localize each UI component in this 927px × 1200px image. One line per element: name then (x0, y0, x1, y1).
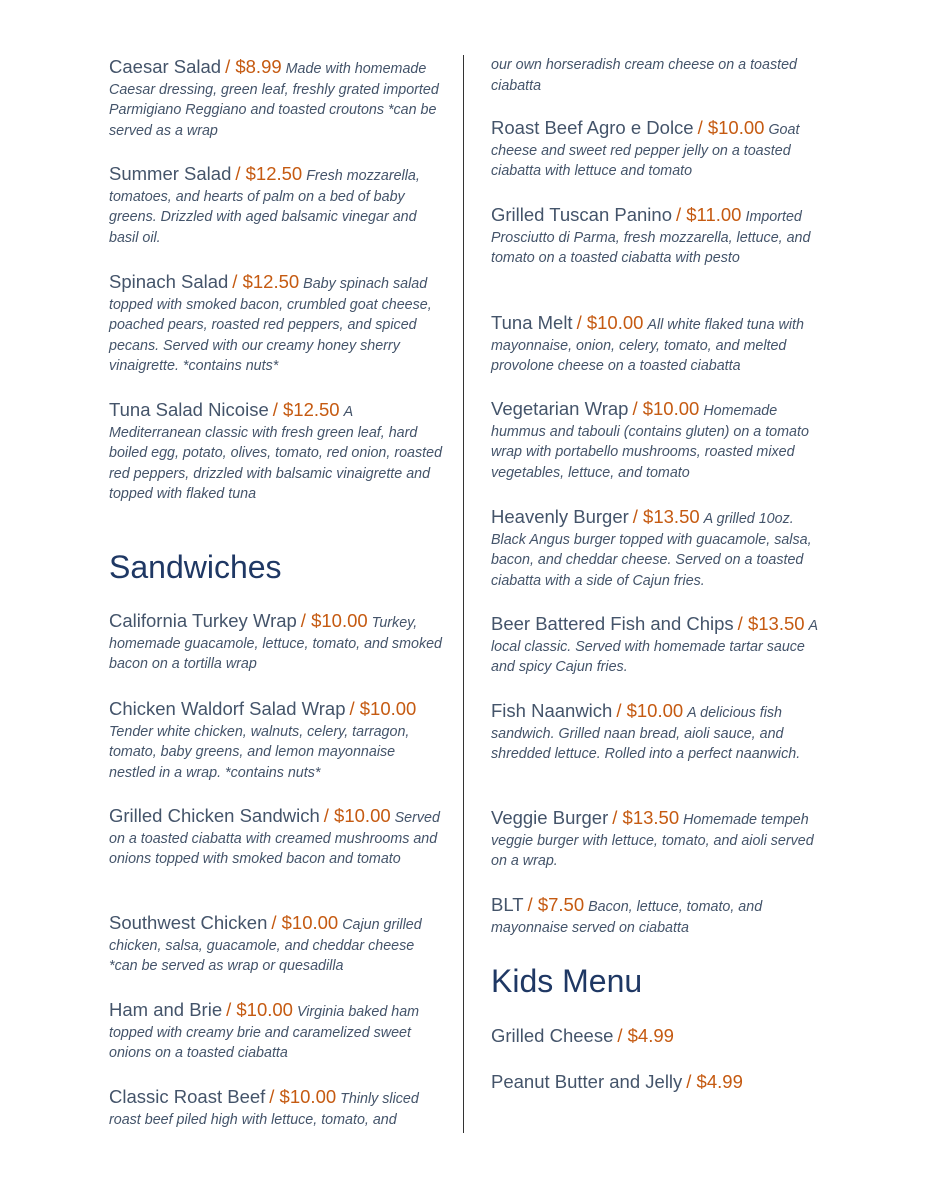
item-price: / $10.00 (269, 1086, 337, 1107)
section-heading-sandwiches: Sandwiches (109, 549, 282, 585)
item-name: Caesar Salad (109, 56, 222, 77)
item-description: A local classic. Served with homemade tartar sauce and spicy Cajun fries. (491, 618, 818, 675)
item-description: Turkey, homemade guacamole, lettuce, tomato, and smoked bacon on a tortilla wrap (109, 615, 442, 672)
menu-item-summer-salad (109, 164, 444, 248)
item-name: Vegetarian Wrap (491, 398, 629, 419)
item-name: Roast Beef Agro e Dolce (491, 117, 694, 138)
menu-item-tuna-melt (491, 313, 826, 377)
item-price: / $10.00 (632, 398, 700, 419)
item-description: Bacon, lettuce, tomato, and mayonnaise served on ciabatta (491, 899, 763, 936)
item-description: A Mediterranean classic with fresh green leaf, hard boiled egg, potato, olives, tomato, red onion, roasted red peppers, drizzled with balsamic vinaigrette and topped with flaked tuna (109, 404, 443, 502)
item-description: Homemade hummus and tabouli (contains gluten) on a tomato wrap with portabello mushrooms, roasted mixed vegetables, lettuce, and tomato (491, 403, 809, 481)
column-divider (463, 55, 464, 1133)
item-name: Grilled Cheese (491, 1025, 614, 1046)
menu-item-california-turkey-wrap (109, 611, 444, 675)
menu-item-beer-battered-fish-and-chips (491, 614, 826, 678)
item-description: Tender white chicken, walnuts, celery, tarragon, tomato, baby greens, and lemon mayonnaise nestled in a wrap. *contains nuts* (109, 723, 410, 781)
item-name: Spinach Salad (109, 271, 229, 292)
item-name: Southwest Chicken (109, 912, 268, 933)
item-price: / $10.00 (323, 805, 391, 826)
item-price: / $10.00 (576, 312, 644, 333)
item-price: / $12.50 (232, 271, 300, 292)
menu-item-continued-description (491, 55, 826, 96)
menu-item-tuna-salad-nicoise (109, 400, 444, 505)
item-name: Grilled Chicken Sandwich (109, 805, 320, 826)
item-name: Tuna Melt (491, 312, 573, 333)
item-price: / $13.50 (737, 613, 805, 634)
menu-item-fish-naanwich (491, 701, 826, 765)
menu-item-blt (491, 895, 826, 938)
item-name: Grilled Tuscan Panino (491, 204, 672, 225)
item-name: California Turkey Wrap (109, 610, 297, 631)
item-name: Summer Salad (109, 163, 232, 184)
item-description: Made with homemade Caesar dressing, green leaf, freshly grated imported Parmigiano Reggiano and toasted croutons *can be served as a wrap (109, 61, 439, 139)
menu-item-chicken-waldorf-salad-wrap (109, 699, 444, 783)
item-name: Veggie Burger (491, 807, 609, 828)
menu-item-classic-roast-beef (109, 1087, 444, 1130)
menu-item-ham-and-brie (109, 1000, 444, 1064)
item-price: / $10.00 (349, 698, 417, 719)
item-price: / $8.99 (225, 56, 282, 77)
menu-item-heavenly-burger (491, 507, 826, 591)
item-name: Beer Battered Fish and Chips (491, 613, 734, 634)
menu-item-vegetarian-wrap (491, 399, 826, 483)
item-description: Virginia baked ham topped with creamy brie and caramelized sweet onions on a toasted ciabatta (109, 1004, 420, 1061)
item-price: / $10.00 (226, 999, 293, 1020)
item-description: Thinly sliced roast beef piled high with lettuce, tomato, and (109, 1091, 419, 1128)
menu-item-peanut-butter-and-jelly (491, 1072, 826, 1095)
item-description: A delicious fish sandwich. Grilled naan bread, aioli sauce, and shredded lettuce. Rolled into a perfect naanwich. (491, 705, 801, 762)
item-description: Imported Prosciutto di Parma, fresh mozzarella, lettuce, and tomato on a toasted ciabatta with pesto (491, 209, 811, 266)
item-price: / $10.00 (271, 912, 339, 933)
item-price: / $4.99 (686, 1071, 743, 1092)
item-name: Heavenly Burger (491, 506, 629, 527)
menu-item-grilled-tuscan-panino (491, 205, 826, 269)
item-price: / $12.50 (272, 399, 340, 420)
menu-item-caesar-salad (109, 57, 444, 141)
item-description: A grilled 10oz. Black Angus burger topped with guacamole, salsa, bacon, and cheddar cheese. Served on a toasted ciabatta with a side of Cajun fries. (491, 511, 812, 589)
section-heading-kids-menu: Kids Menu (491, 963, 643, 999)
menu-item-veggie-burger (491, 808, 826, 872)
item-price: / $7.50 (527, 894, 585, 915)
item-price: / $13.50 (612, 807, 680, 828)
item-price: / $10.00 (616, 700, 684, 721)
menu-item-grilled-cheese (491, 1026, 826, 1049)
item-description: our own horseradish cream cheese on a toasted ciabatta (491, 57, 797, 94)
item-price: / $12.50 (235, 163, 303, 184)
item-description: Fresh mozzarella, tomatoes, and hearts of palm on a bed of baby greens. Drizzled with aged balsamic vinegar and basil oil. (109, 168, 420, 246)
item-name: Chicken Waldorf Salad Wrap (109, 698, 346, 719)
item-price: / $10.00 (300, 610, 368, 631)
menu-item-roast-beef-agro-e-dolce (491, 118, 826, 182)
menu-item-grilled-chicken-sandwich (109, 806, 444, 870)
item-description: Homemade tempeh veggie burger with lettuce, tomato, and aioli served on a wrap. (491, 812, 814, 869)
item-description: Baby spinach salad topped with smoked bacon, crumbled goat cheese, poached pears, roasted red peppers, and spiced pecans. Served with our creamy honey sherry vinaigrette. *contains nuts* (109, 276, 432, 374)
item-description: Goat cheese and sweet red pepper jelly on a toasted ciabatta with lettuce and tomato (491, 122, 800, 179)
item-name: Fish Naanwich (491, 700, 613, 721)
item-name: Peanut Butter and Jelly (491, 1071, 683, 1092)
item-description: Served on a toasted ciabatta with creamed mushrooms and onions topped with smoked bacon and tomato (109, 810, 440, 867)
item-description: Cajun grilled chicken, salsa, guacamole, and cheddar cheese *can be served as wrap or quesadilla (109, 917, 422, 974)
item-price: / $4.99 (617, 1025, 674, 1046)
item-name: Tuna Salad Nicoise (109, 399, 269, 420)
menu-item-southwest-chicken (109, 913, 444, 977)
item-price: / $10.00 (697, 117, 765, 138)
item-price: / $11.00 (675, 204, 742, 225)
item-description: All white flaked tuna with mayonnaise, onion, celery, tomato, and melted provolone cheese on a toasted ciabatta (491, 317, 804, 374)
item-name: Ham and Brie (109, 999, 223, 1020)
item-name: Classic Roast Beef (109, 1086, 266, 1107)
menu-item-spinach-salad (109, 272, 444, 377)
item-price: / $13.50 (632, 506, 700, 527)
item-name: BLT (491, 894, 524, 915)
